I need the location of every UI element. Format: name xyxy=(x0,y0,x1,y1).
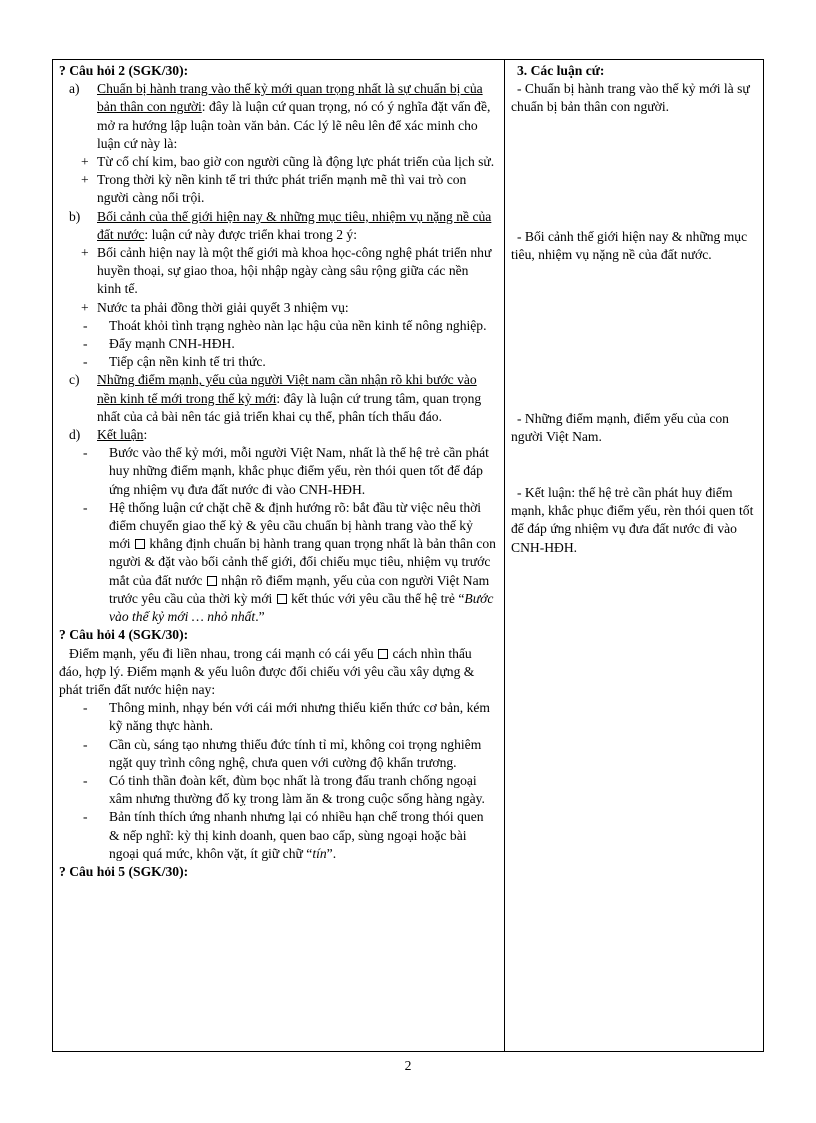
item-c: c) Những điểm mạnh, yếu của người Việt nam cần nhận rõ khi bước vào nền kinh tế mới trong thế kỷ mới: đây là luận cứ trung tâm, quan trọng nhất của cả bài nên tác giả triển khai cụ thể, phân tích thấu đáo. xyxy=(69,372,482,424)
question-4-title: ? Câu hỏi 4 (SGK/30): xyxy=(59,627,189,643)
item-b-heading: Bối cảnh của thế giới hiện nay & những mục tiêu, nhiệm vụ nặng nề của đất nước xyxy=(97,208,492,242)
item-b-dash-3: - Tiếp cận nền kinh tế tri thức. xyxy=(83,354,266,370)
question-4-dash-1: - Thông minh, nhạy bén với cái mới nhưng thiếu kiến thức cơ bản, kém kỹ năng thực hành. xyxy=(83,700,490,734)
item-d-dash-1: - Bước vào thế kỷ mới, mỗi người Việt Nam, nhất là thế hệ trẻ cần phát huy những điểm mạnh, khắc phục điểm yếu, rèn thói quen tốt để đáp ứng nhiệm vụ đưa đất nước đi vào CNH-HĐH. xyxy=(83,445,489,497)
arrow-box-icon xyxy=(277,594,287,604)
right-item-1: - Chuẩn bị hành trang vào thế kỷ mới là sự chuẩn bị bản thân con người. xyxy=(511,81,750,115)
item-b-dash-1: - Thoát khỏi tình trạng nghèo nàn lạc hậu của nền kinh tế nông nghiệp. xyxy=(83,317,487,333)
right-title: 3. Các luận cứ: xyxy=(517,63,605,78)
question-5-title: ? Câu hỏi 5 (SGK/30): xyxy=(59,863,189,879)
item-b: b) Bối cảnh của thế giới hiện nay & những mục tiêu, nhiệm vụ nặng nề của đất nước: luận cứ này được triển khai trong 2 ý: xyxy=(69,208,492,242)
column-divider xyxy=(504,60,505,1051)
right-item-4: - Kết luận: thế hệ trẻ cần phát huy điểm mạnh, khắc phục điểm yếu, rèn thói quen tốt để đáp ứng nhiệm vụ đưa đất nước đi vào CNH-HĐH. xyxy=(511,485,754,555)
item-a-plus-2: + Trong thời kỳ nền kinh tế tri thức phát triển mạnh mẽ thì vai trò con người càng nổi trội. xyxy=(81,172,467,206)
item-b-dash-2: - Đẩy mạnh CNH-HĐH. xyxy=(83,336,235,352)
item-d-dash-2: - Hệ thống luận cứ chặt chẽ & định hướng rõ: bắt đầu từ việc nêu thời điểm chuyển giao thế kỷ & yêu cầu chuẩn bị hành trang vào thế kỷ mới khẳng định chuẩn bị hành trang quan trọng nhất là bản thân con người & đặt vào bối cảnh thế giới, đối chiếu mục tiêu, nhiệm vụ trước mắt của đất nước nhận rõ điểm mạnh, yếu của con người Việt Nam trước yêu cầu của thời kỳ mới kết thúc với yêu cầu thế hệ trẻ “Bước vào thế kỷ mới … nhỏ nhất.” xyxy=(83,499,496,625)
question-4-dash-3: - Có tinh thần đoàn kết, đùm bọc nhất là trong đấu tranh chống ngoại xâm nhưng thường đố kỵ trong làm ăn & trong cuộc sống hàng ngày. xyxy=(83,772,485,807)
item-d: d) Kết luận: xyxy=(69,427,148,443)
item-a-heading: Chuẩn bị hành trang vào thế kỷ mới quan trọng nhất là sự chuẩn bị của bản thân con người xyxy=(97,81,483,115)
question-4-dash-4: - Bản tính thích ứng nhanh nhưng lại có nhiều hạn chế trong thói quen & nếp nghĩ: kỳ thị kinh doanh, quen bao cấp, sùng ngoại hoặc bài ngoại quá mức, khôn vặt, ít giữ chữ “tín”. xyxy=(83,809,484,861)
content-table xyxy=(52,59,764,1052)
right-item-3: - Những điểm mạnh, điểm yếu của con người Việt Nam. xyxy=(511,411,729,445)
item-d-heading: Kết luận xyxy=(97,427,144,443)
item-c-heading: Những điểm mạnh, yếu của người Việt nam cần nhận rõ khi bước vào nền kinh tế mới trong thế kỷ mới xyxy=(97,372,477,406)
item-a-plus-1: + Từ cổ chí kim, bao giờ con người cũng là động lực phát triển của lịch sử. xyxy=(81,154,495,170)
left-column xyxy=(59,62,496,881)
right-item-2: - Bối cảnh thế giới hiện nay & những mục tiêu, nhiệm vụ nặng nề của đất nước. xyxy=(511,229,748,263)
arrow-box-icon xyxy=(135,539,145,549)
question-4-intro: Điểm mạnh, yếu đi liền nhau, trong cái mạnh có cái yếu cách nhìn thấu đáo, hợp lý. Điểm mạnh & yếu luôn được đối chiếu với yêu cầu xây dựng & phát triển đất nước hiện nay: xyxy=(59,645,475,697)
item-a: a) Chuẩn bị hành trang vào thế kỷ mới quan trọng nhất là sự chuẩn bị của bản thân con người: đây là luận cứ quan trọng, nó có ý nghĩa đặt vấn đề, mở ra hướng lập luận toàn văn bản. Các lý lẽ nêu lên để xác minh cho luận cứ này là: xyxy=(69,81,491,151)
page-number: 2 xyxy=(404,1058,412,1073)
arrow-box-icon xyxy=(207,576,217,586)
item-b-plus-1: + Bối cảnh hiện nay là một thế giới mà khoa học-công nghệ phát triển như huyền thoại, sự giao thoa, hội nhập ngày càng sâu rộng giữa các nền kinh tế. xyxy=(81,245,492,297)
question-4-dash-2: - Cần cù, sáng tạo nhưng thiếu đức tính tỉ mỉ, không coi trọng nghiêm ngặt quy trình công nghệ, chưa quen với cường độ khẩn trương. xyxy=(83,736,482,770)
arrow-box-icon xyxy=(378,649,388,659)
item-b-plus-2: + Nước ta phải đồng thời giải quyết 3 nhiệm vụ: xyxy=(81,299,349,315)
question-2-title: ? Câu hỏi 2 (SGK/30): xyxy=(59,63,189,78)
